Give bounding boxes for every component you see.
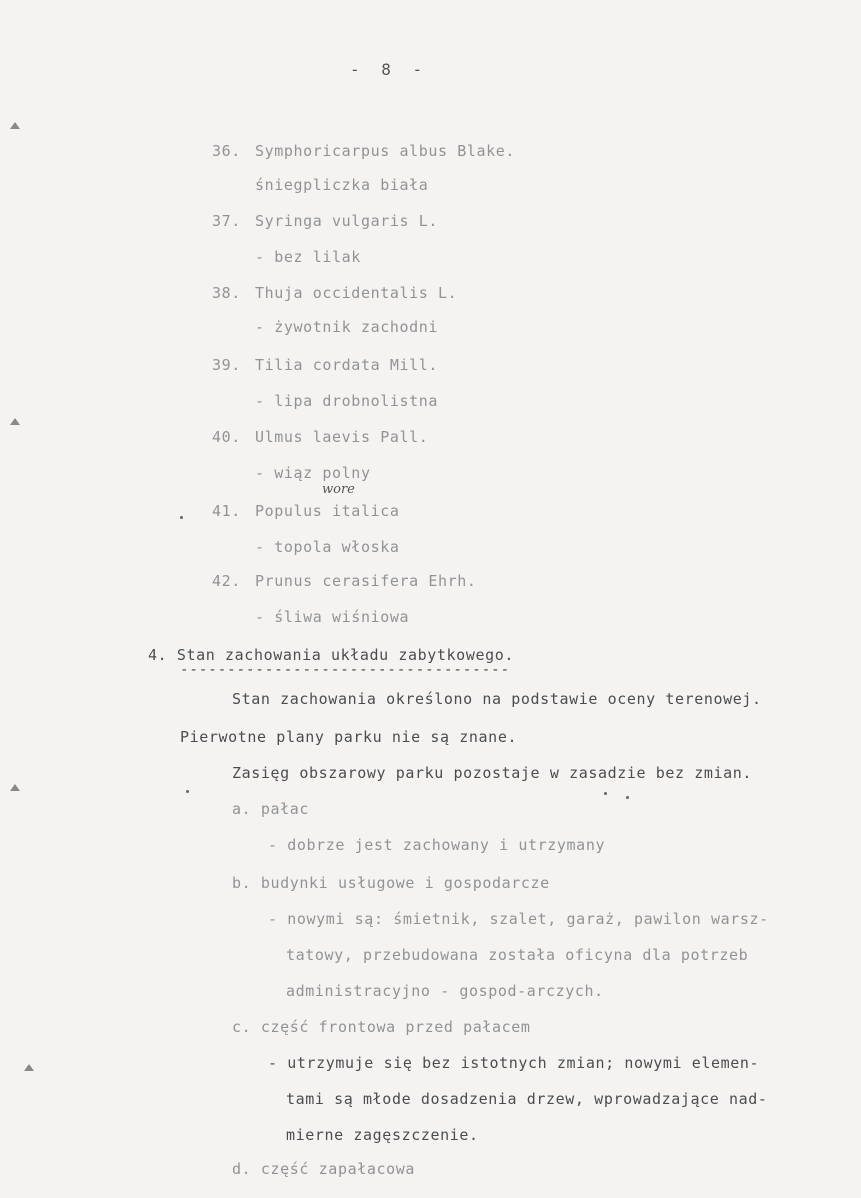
item-label: c. część frontowa przed pałacem — [232, 1018, 531, 1036]
binder-hole-mark — [24, 1064, 34, 1071]
scan-speck — [186, 790, 189, 793]
list-item-latin: Tilia cordata Mill. — [255, 356, 438, 374]
item-line: tatowy, przebudowana została oficyna dla potrzeb — [286, 946, 749, 964]
item-line: tami są młode dosadzenia drzew, wprowadzające nad- — [286, 1090, 768, 1108]
scan-speck — [626, 796, 629, 799]
page-number: - 8 - — [350, 60, 429, 79]
item-line: - dobrze jest zachowany i utrzymany — [268, 836, 606, 854]
section-heading-underline: ----------------------------------- — [180, 662, 511, 678]
list-item-polish: - śliwa wiśniowa — [255, 608, 410, 626]
scan-speck — [180, 516, 183, 519]
binder-hole-mark — [10, 784, 20, 791]
list-item-number: 38. — [212, 284, 241, 302]
list-item-latin: Symphoricarpus albus Blake. — [255, 142, 516, 160]
list-item-polish: - topola włoska — [255, 538, 400, 556]
list-item-polish: - lipa drobnolistna — [255, 392, 438, 410]
scan-speck — [604, 792, 607, 795]
section-heading: 4. Stan zachowania układu zabytkowego. — [148, 646, 514, 664]
handwritten-note: wore — [322, 482, 355, 497]
item-line: administracyjno - gospod-arczych. — [286, 982, 604, 1000]
list-item-polish: śniegpliczka biała — [255, 176, 429, 194]
item-line: - utrzymuje się bez istotnych zmian; nowymi elemen- — [268, 1054, 760, 1072]
item-label: b. budynki usługowe i gospodarcze — [232, 874, 550, 892]
list-item-number: 40. — [212, 428, 241, 446]
list-item-number: 39. — [212, 356, 241, 374]
paragraph-line: Zasięg obszarowy parku pozostaje w zasadzie bez zmian. — [232, 764, 753, 782]
paragraph-line: Pierwotne plany parku nie są znane. — [180, 728, 518, 746]
item-label: a. pałac — [232, 800, 310, 818]
list-item-polish: - wiąz polny — [255, 464, 371, 482]
paragraph-line: Stan zachowania określono na podstawie oceny terenowej. — [232, 690, 762, 708]
list-item-polish: - żywotnik zachodni — [255, 318, 438, 336]
binder-hole-mark — [10, 122, 20, 129]
list-item-polish: - bez lilak — [255, 248, 361, 266]
list-item-latin: Prunus cerasifera Ehrh. — [255, 572, 477, 590]
list-item-number: 41. — [212, 502, 241, 520]
list-item-latin: Ulmus laevis Pall. — [255, 428, 429, 446]
item-label: d. część zapałacowa — [232, 1160, 415, 1178]
list-item-latin: Populus italica — [255, 502, 400, 520]
list-item-latin: Thuja occidentalis L. — [255, 284, 458, 302]
list-item-latin: Syringa vulgaris L. — [255, 212, 438, 230]
binder-hole-mark — [10, 418, 20, 425]
item-line: mierne zagęszczenie. — [286, 1126, 479, 1144]
item-line: - nowymi są: śmietnik, szalet, garaż, pawilon warsz- — [268, 910, 769, 928]
list-item-number: 42. — [212, 572, 241, 590]
list-item-number: 36. — [212, 142, 241, 160]
list-item-number: 37. — [212, 212, 241, 230]
